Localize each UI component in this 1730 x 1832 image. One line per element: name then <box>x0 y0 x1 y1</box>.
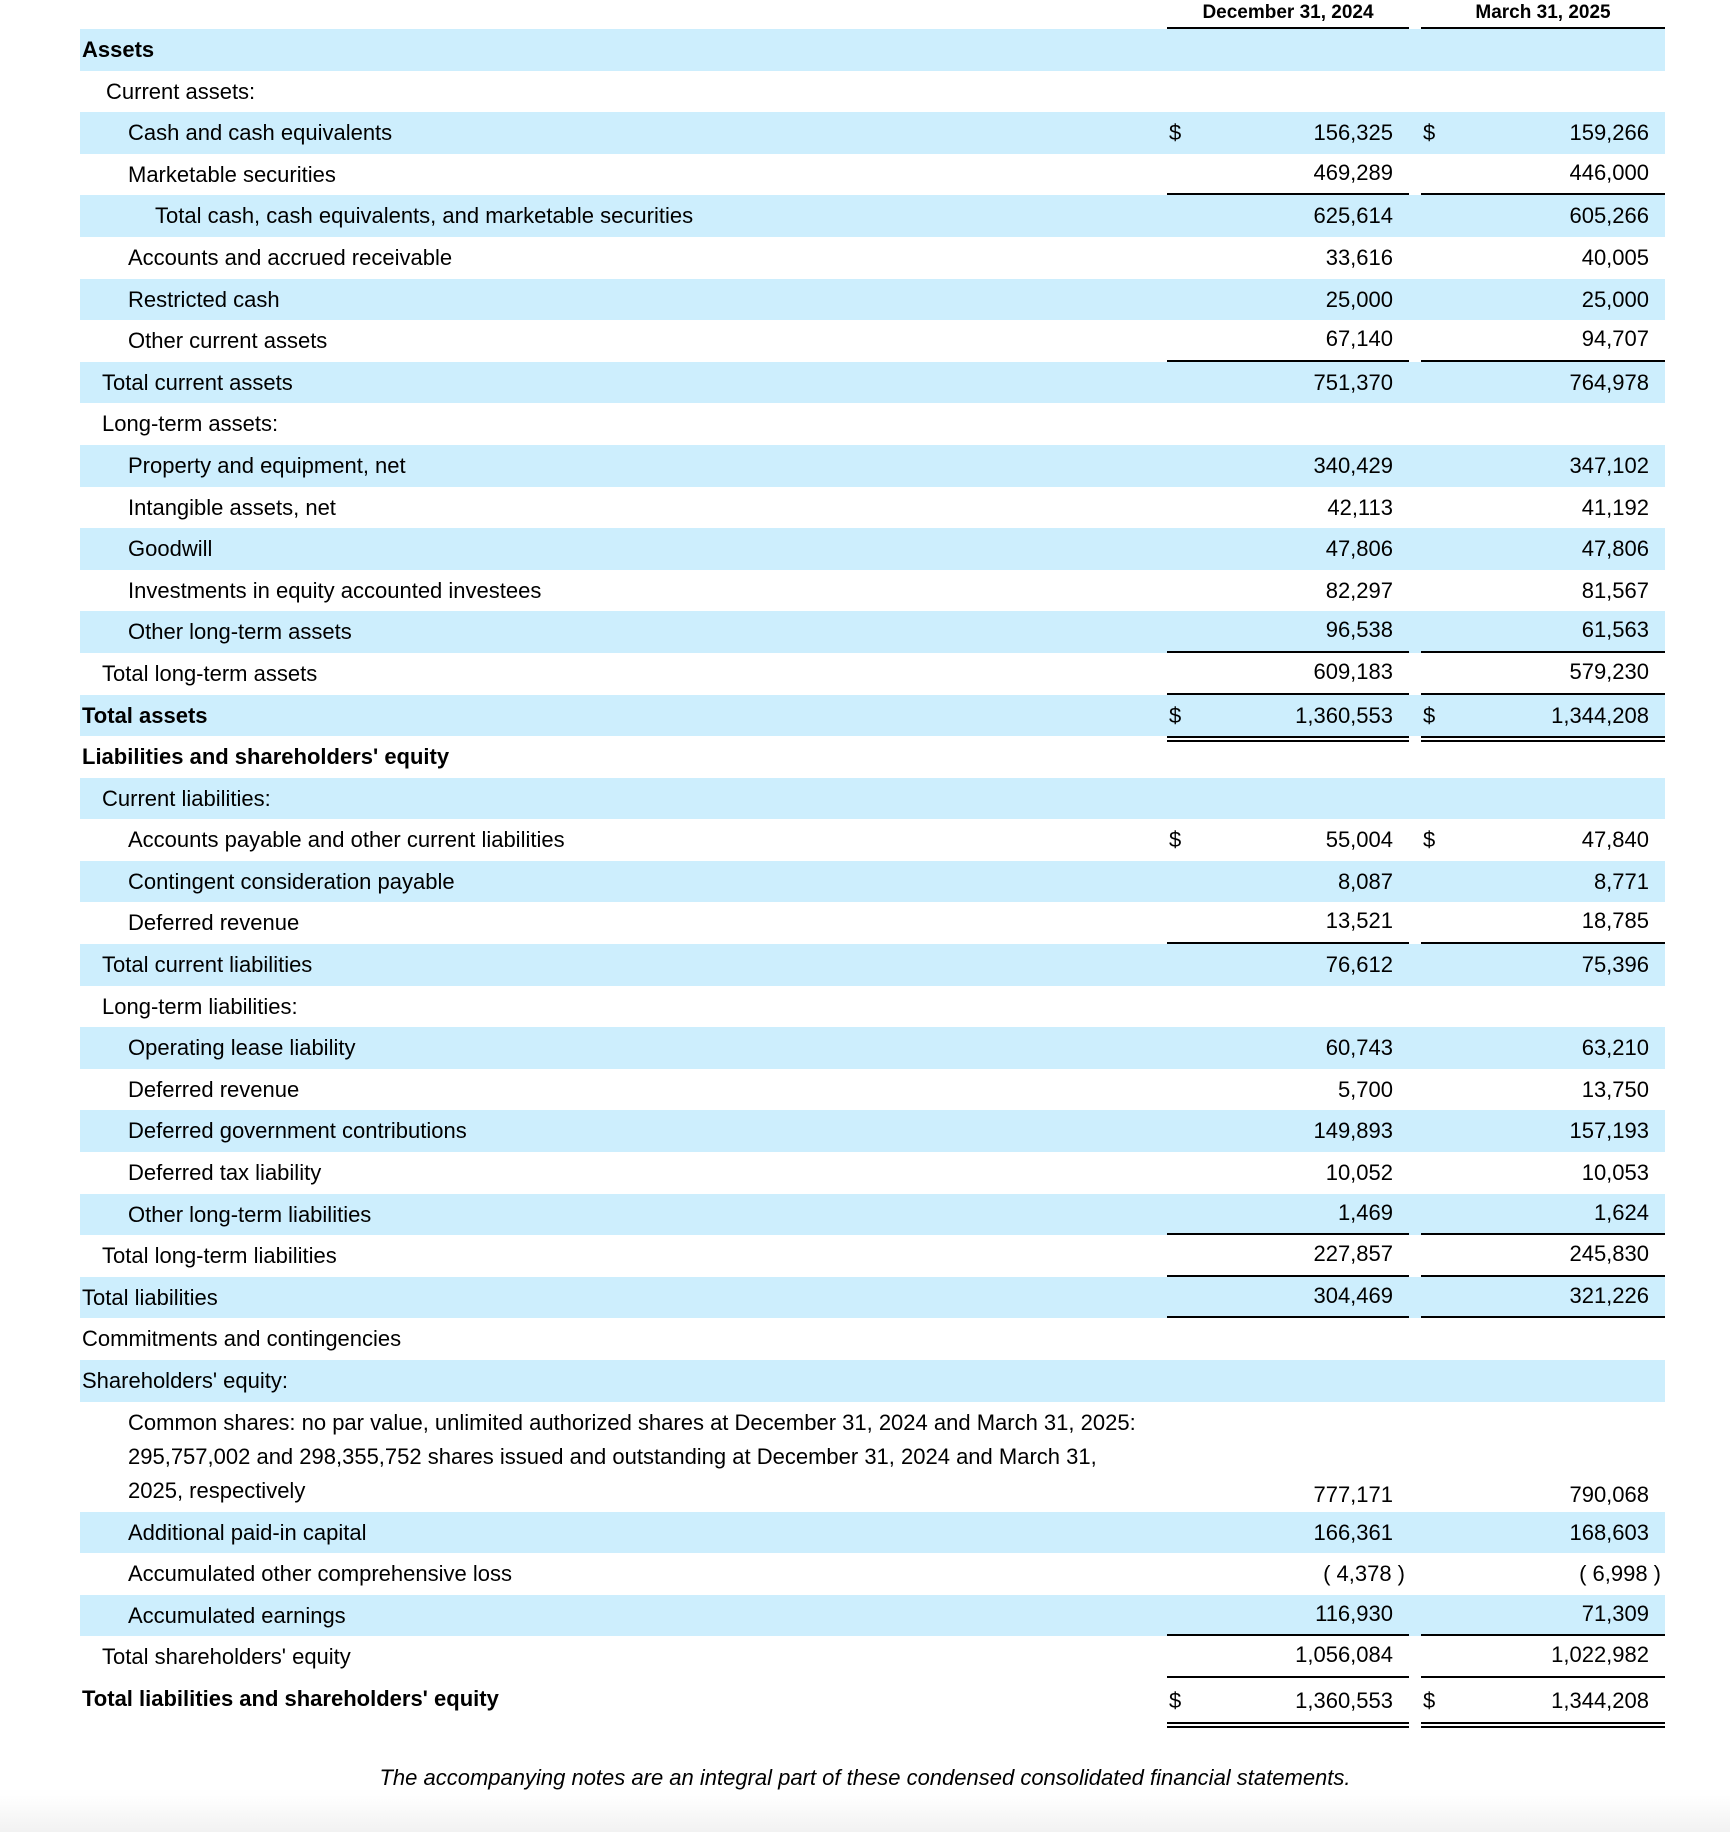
row-label: Total current liabilities <box>102 952 313 978</box>
value-mar-2025: 321,226 <box>1569 1282 1649 1308</box>
currency-symbol: $ <box>1423 120 1436 146</box>
page-bottom-fade <box>0 1795 1730 1832</box>
value-dec-2024: 76,612 <box>1325 952 1393 978</box>
value-mar-2025: 1,344,208 <box>1551 1688 1649 1714</box>
value-mar-2025: 579,230 <box>1569 658 1649 684</box>
table-row-total <box>80 653 1665 695</box>
value-mar-2025: 1,344,208 <box>1551 702 1649 728</box>
value-mar-2025: 157,193 <box>1569 1118 1649 1144</box>
row-label: Commitments and contingencies <box>82 1326 402 1352</box>
table-row <box>80 195 1665 237</box>
value-dec-2024: 25,000 <box>1325 286 1393 312</box>
subsection-long-term-assets <box>80 403 1665 445</box>
row-label: Deferred government contributions <box>128 1118 467 1144</box>
value-mar-2025: 75,396 <box>1581 952 1649 978</box>
value-dec-2024: 82,297 <box>1325 577 1393 603</box>
value-dec-2024: 227,857 <box>1313 1241 1393 1267</box>
section-assets <box>80 29 1665 71</box>
value-dec-2024: 42,113 <box>1327 494 1393 520</box>
table-row <box>80 861 1665 903</box>
row-label: Other current assets <box>128 328 328 354</box>
row-label: Contingent consideration payable <box>128 868 455 894</box>
value-dec-2024: 33,616 <box>1325 244 1393 270</box>
subsection-current-assets <box>80 71 1665 113</box>
value-dec-2024: 55,004 <box>1325 827 1393 853</box>
table-row <box>80 902 1665 944</box>
value-mar-2025: 47,806 <box>1581 536 1649 562</box>
value-mar-2025: 8,771 <box>1593 868 1649 894</box>
table-row <box>80 154 1665 196</box>
value-dec-2024: 156,325 <box>1313 120 1393 146</box>
table-row-total <box>80 1235 1665 1277</box>
currency-symbol: $ <box>1169 1688 1182 1714</box>
value-mar-2025: 71,309 <box>1581 1600 1649 1626</box>
row-label: Deferred revenue <box>128 910 300 936</box>
row-label: Additional paid-in capital <box>128 1519 367 1545</box>
row-label: Accounts and accrued receivable <box>128 244 453 270</box>
table-row-total <box>80 362 1665 404</box>
value-mar-2025: 168,603 <box>1569 1519 1649 1545</box>
row-label: Total shareholders' equity <box>102 1644 351 1670</box>
value-mar-2025: 40,005 <box>1581 244 1649 270</box>
value-mar-2025: 81,567 <box>1581 577 1649 603</box>
value-dec-2024: 116,930 <box>1315 1600 1393 1626</box>
value-mar-2025: 47,840 <box>1581 827 1649 853</box>
table-row-grand-total <box>80 1678 1665 1722</box>
value-dec-2024: 10,052 <box>1325 1160 1393 1186</box>
value-dec-2024: 1,360,553 <box>1295 1688 1393 1714</box>
value-dec-2024: 625,614 <box>1313 203 1393 229</box>
value-dec-2024: 751,370 <box>1313 369 1393 395</box>
row-label: Total assets <box>82 702 208 728</box>
value-dec-2024: 13,521 <box>1325 908 1393 934</box>
row-label: Total long-term assets <box>102 660 318 686</box>
value-mar-2025: 61,563 <box>1581 617 1649 643</box>
section-liabilities-equity <box>80 736 1665 778</box>
table-row-total <box>80 1636 1665 1678</box>
table-row <box>80 279 1665 321</box>
table-row <box>80 1110 1665 1152</box>
table-row <box>80 445 1665 487</box>
row-label: Operating lease liability <box>128 1035 356 1061</box>
table-row <box>80 611 1665 653</box>
subsection-long-term-liabilities <box>80 986 1665 1028</box>
row-label: Shareholders' equity: <box>82 1368 288 1393</box>
value-mar-2025: 347,102 <box>1569 452 1649 478</box>
value-mar-2025: 790,068 <box>1569 1482 1649 1507</box>
row-label: Common shares: no par value, unlimited authorized shares at December 31, 2024 and March 31, 2025: 295,757,002 and 298,355,752 shares issued and outstanding at December 31, 2024 and March 31, 2025, respectively <box>128 1409 1136 1503</box>
row-label: Total liabilities and shareholders' equity <box>82 1685 499 1711</box>
currency-symbol: $ <box>1423 1688 1436 1714</box>
table-row <box>80 1027 1665 1069</box>
table-row <box>80 528 1665 570</box>
row-label: Total cash, cash equivalents, and marketable securities <box>155 203 694 229</box>
value-dec-2024: 5,700 <box>1337 1076 1393 1102</box>
value-mar-2025: 159,266 <box>1569 120 1649 146</box>
currency-symbol: $ <box>1423 702 1436 728</box>
value-mar-2025: 605,266 <box>1569 203 1649 229</box>
row-label: Liabilities and shareholders' equity <box>82 744 450 770</box>
table-row <box>80 819 1665 861</box>
currency-symbol: $ <box>1169 120 1182 146</box>
row-label: Long-term assets: <box>102 411 279 437</box>
table-row-total <box>80 1277 1665 1319</box>
table-row <box>80 112 1665 154</box>
value-dec-2024: 96,538 <box>1325 617 1393 643</box>
value-mar-2025: 10,053 <box>1581 1160 1649 1186</box>
column-header-row <box>80 0 1665 29</box>
value-mar-2025: 13,750 <box>1581 1076 1649 1102</box>
subsection-current-liabilities <box>80 778 1665 820</box>
value-dec-2024: 1,469 <box>1337 1199 1393 1225</box>
row-label: Assets <box>82 37 155 62</box>
value-dec-2024: 777,171 <box>1313 1482 1393 1507</box>
table-row <box>80 1152 1665 1194</box>
row-label: Long-term liabilities: <box>102 993 298 1019</box>
value-mar-2025: 245,830 <box>1569 1241 1649 1267</box>
value-mar-2025: 1,624 <box>1593 1199 1649 1225</box>
row-label: Goodwill <box>128 536 213 562</box>
value-mar-2025: 1,022,982 <box>1551 1642 1649 1668</box>
row-label: Total long-term liabilities <box>102 1243 337 1269</box>
value-dec-2024: 1,056,084 <box>1295 1642 1393 1668</box>
row-label: Total current assets <box>102 369 293 395</box>
value-mar-2025: 446,000 <box>1569 159 1649 185</box>
row-label: Accumulated other comprehensive loss <box>128 1561 512 1587</box>
table-row <box>80 1595 1665 1637</box>
value-dec-2024: 60,743 <box>1325 1035 1393 1061</box>
row-label: Accumulated earnings <box>128 1602 346 1628</box>
table-row <box>80 1512 1665 1554</box>
value-mar-2025: 25,000 <box>1581 286 1649 312</box>
row-label: Current assets: <box>106 78 256 104</box>
table-row <box>80 1069 1665 1111</box>
subsection-shareholders-equity <box>80 1360 1665 1402</box>
value-dec-2024: 166,361 <box>1313 1519 1393 1545</box>
table-row-common-shares <box>80 1402 1665 1512</box>
column-header-mar-2025: March 31, 2025 <box>1421 0 1665 29</box>
footnote: The accompanying notes are an integral part of these condensed consolidated financial statements. <box>379 1765 1351 1790</box>
table-row <box>80 237 1665 279</box>
value-dec-2024: 149,893 <box>1313 1118 1393 1144</box>
currency-symbol: $ <box>1423 827 1436 853</box>
value-dec-2024: 47,806 <box>1325 536 1393 562</box>
currency-symbol: $ <box>1169 827 1182 853</box>
row-label: Investments in equity accounted investees <box>128 577 542 603</box>
currency-symbol: $ <box>1169 702 1182 728</box>
value-mar-2025: 41,192 <box>1581 494 1649 520</box>
value-dec-2024: 304,469 <box>1313 1282 1393 1308</box>
row-label: Accounts payable and other current liabilities <box>128 827 565 853</box>
value-mar-2025: 94,707 <box>1581 326 1649 352</box>
column-header-dec-2024: December 31, 2024 <box>1167 0 1409 29</box>
row-label: Property and equipment, net <box>128 452 406 478</box>
row-label: Intangible assets, net <box>128 494 336 520</box>
row-label: Marketable securities <box>128 161 336 187</box>
row-label: Deferred tax liability <box>128 1160 322 1186</box>
row-label: Other long-term assets <box>128 619 352 645</box>
value-mar-2025: 63,210 <box>1581 1035 1649 1061</box>
value-dec-2024: ( 4,378 ) <box>1323 1561 1405 1587</box>
row-label: Total liabilities <box>82 1284 218 1310</box>
value-mar-2025: 18,785 <box>1581 908 1649 934</box>
table-row <box>80 320 1665 362</box>
value-mar-2025: ( 6,998 ) <box>1579 1561 1661 1587</box>
value-dec-2024: 469,289 <box>1313 159 1393 185</box>
value-dec-2024: 8,087 <box>1337 868 1393 894</box>
table-row <box>80 487 1665 529</box>
table-row-grand-total <box>80 695 1665 737</box>
table-row <box>80 1194 1665 1236</box>
row-label: Current liabilities: <box>102 785 271 811</box>
value-dec-2024: 340,429 <box>1313 452 1393 478</box>
value-dec-2024: 67,140 <box>1325 326 1393 352</box>
row-label: Cash and cash equivalents <box>128 120 393 146</box>
table-row <box>80 570 1665 612</box>
table-row-total <box>80 944 1665 986</box>
table-row <box>80 1553 1665 1595</box>
value-dec-2024: 609,183 <box>1313 658 1393 684</box>
balance-sheet <box>80 0 1665 1722</box>
value-mar-2025: 764,978 <box>1569 369 1649 395</box>
row-label: Restricted cash <box>128 286 280 312</box>
row-label: Deferred revenue <box>128 1076 300 1102</box>
table-row <box>80 1318 1665 1360</box>
row-label: Other long-term liabilities <box>128 1201 372 1227</box>
value-dec-2024: 1,360,553 <box>1295 702 1393 728</box>
